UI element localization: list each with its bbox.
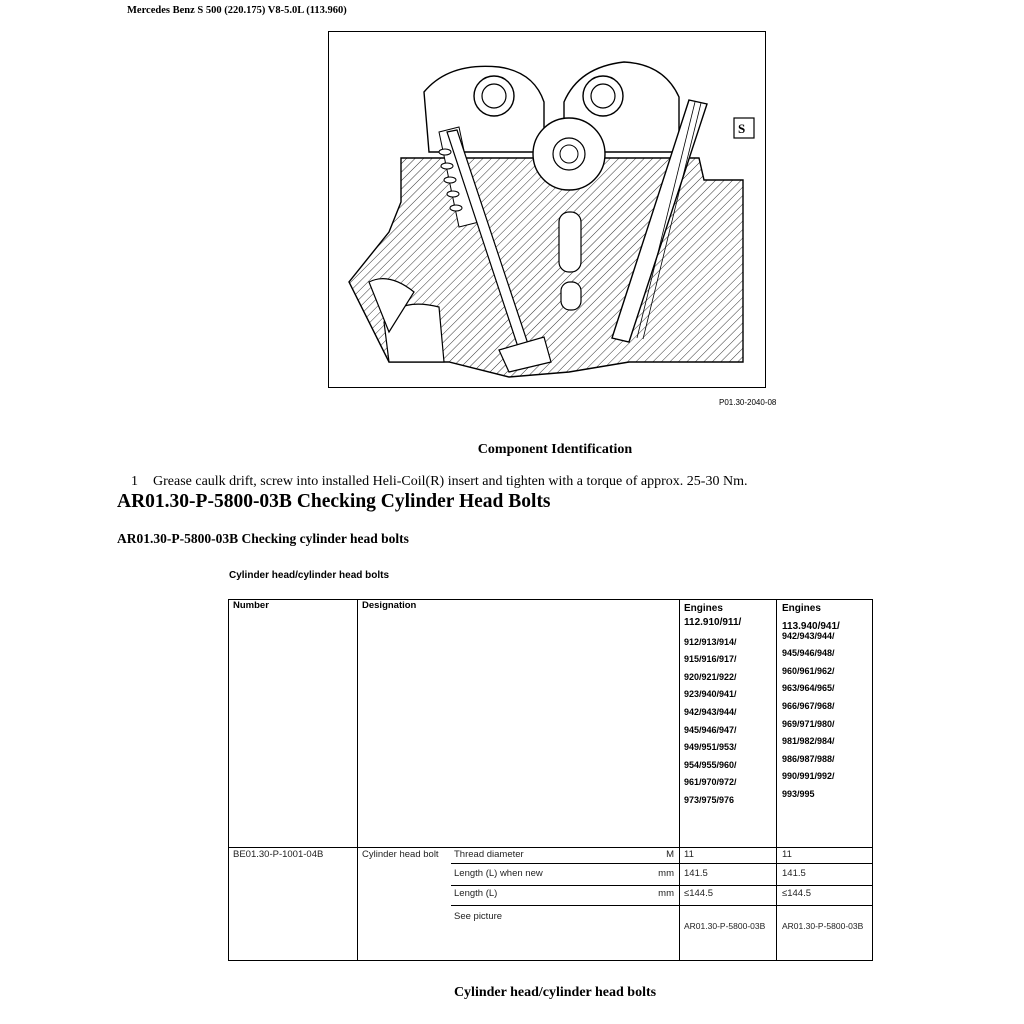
engine-codes: 113.940/941/	[782, 620, 840, 632]
engine-codes: 112.910/911/	[684, 616, 742, 628]
spec-value-a: 141.5	[684, 868, 708, 879]
spec-unit: mm	[658, 888, 674, 899]
figure-reference: P01.30-2040-08	[719, 398, 777, 407]
row-divider	[451, 863, 873, 864]
engine-codes: 915/916/917/	[684, 654, 737, 665]
row-divider	[451, 885, 873, 886]
spec-unit: M	[666, 849, 674, 860]
section-title: AR01.30-P-5800-03B Checking Cylinder Head Bolts	[117, 491, 551, 512]
engine-codes: 973/975/976	[684, 794, 735, 805]
engine-codes: 990/991/992/	[782, 771, 835, 782]
engine-codes: 949/951/953/	[684, 742, 737, 753]
spec-value-b: AR01.30-P-5800-03B	[782, 921, 864, 931]
col-divider	[679, 599, 680, 961]
engine-codes: 920/921/922/	[684, 671, 737, 682]
spec-table	[228, 599, 873, 961]
svg-text:S: S	[738, 121, 746, 136]
col-divider	[357, 599, 358, 961]
figure-caption: Component Identification	[477, 442, 633, 457]
engine-codes: 923/940/941/	[684, 689, 737, 700]
engine-codes: 969/971/980/	[782, 718, 835, 729]
bottom-caption: Cylinder head/cylinder head bolts	[453, 985, 657, 1000]
spec-label: Length (L)	[454, 888, 498, 899]
spec-value-a: AR01.30-P-5800-03B	[684, 921, 766, 931]
engine-codes: 961/970/972/	[684, 777, 737, 788]
cylinder-head-illustration	[329, 32, 766, 388]
column-header-engines: Engines	[684, 603, 723, 614]
engines-column-b	[782, 600, 840, 804]
table-heading: Cylinder head/cylinder head bolts	[229, 570, 390, 581]
step-text: Grease caulk drift, screw into installed Heli-Coil(R) insert and tighten with a torque of approx. 25-30 Nm.	[153, 474, 748, 489]
spec-value-b: ≤144.5	[782, 888, 811, 899]
step-number: 1	[131, 474, 138, 489]
component-figure	[328, 31, 766, 388]
engine-codes: 945/946/947/	[684, 724, 737, 735]
document-header: Mercedes Benz S 500 (220.175) V8-5.0L (113.960)	[127, 5, 347, 16]
section-subtitle: AR01.30-P-5800-03B Checking cylinder head bolts	[117, 531, 409, 546]
engine-codes: 945/946/948/	[782, 648, 835, 659]
spec-value-a: ≤144.5	[684, 888, 713, 899]
engine-codes: 942/943/944/	[684, 706, 737, 717]
spec-label: Length (L) when new	[454, 868, 543, 879]
engine-codes: 981/982/984/	[782, 736, 835, 747]
spec-value-a: 11	[684, 849, 694, 860]
engine-codes: 942/943/944/	[782, 630, 835, 641]
row-divider	[228, 847, 873, 848]
engine-codes: 960/961/962/	[782, 665, 835, 676]
column-header-number: Number	[233, 600, 269, 611]
row-divider	[451, 905, 873, 906]
engine-codes: 993/995	[782, 788, 815, 799]
spec-unit: mm	[658, 868, 674, 879]
engine-codes: 986/987/988/	[782, 753, 835, 764]
column-header-designation: Designation	[362, 600, 417, 611]
spec-value-b: 141.5	[782, 868, 806, 879]
column-header-engines: Engines	[782, 603, 821, 614]
engine-codes: 963/964/965/	[782, 683, 835, 694]
step-instruction	[131, 474, 747, 490]
engine-codes: 954/955/960/	[684, 759, 737, 770]
part-designation: Cylinder head bolt	[362, 849, 439, 860]
col-divider	[776, 599, 777, 961]
spec-label: See picture	[454, 911, 503, 922]
engines-column-a	[684, 600, 741, 810]
part-number: BE01.30-P-1001-04B	[233, 849, 324, 860]
spec-label: Thread diameter	[454, 849, 524, 860]
spec-value-b: 11	[782, 849, 792, 860]
engine-codes: 912/913/914/	[684, 636, 737, 647]
engine-codes: 966/967/968/	[782, 700, 835, 711]
